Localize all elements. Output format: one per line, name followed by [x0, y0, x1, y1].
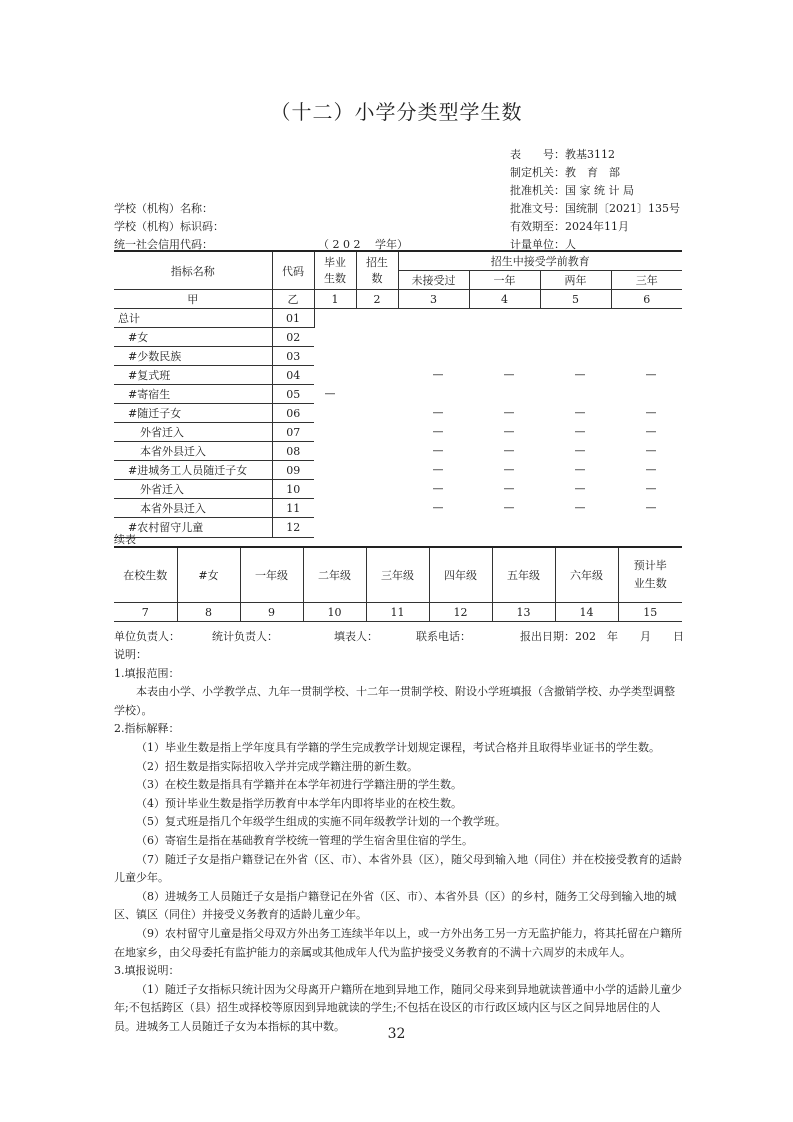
row-code: 08 — [272, 442, 314, 461]
column-number: 12 — [429, 603, 492, 622]
dash: — — [503, 501, 515, 514]
column-number: 7 — [114, 603, 177, 622]
header-grade3: 三年级 — [366, 547, 429, 603]
data-area — [314, 309, 682, 538]
dash: — — [503, 444, 515, 457]
page-number: 32 — [387, 1026, 406, 1042]
dash: — — [645, 406, 657, 419]
definition-item: （5）复式班是指几个年级学生组成的实施不同年级教学计划的一个教学班。 — [136, 815, 506, 829]
row-name: #女 — [114, 328, 272, 347]
notes-heading: 说明： — [114, 648, 147, 661]
dash: — — [645, 463, 657, 476]
unit-head-label: 单位负责人： — [114, 630, 180, 643]
header-preschool-1yr: 一年 — [469, 271, 540, 290]
meta-line: 制定机关：教 育 部 — [510, 166, 620, 179]
header-enrolled: 在校生数 — [114, 547, 177, 603]
filler-label: 填表人： — [334, 630, 378, 643]
section-heading: 1.填报范围： — [114, 666, 180, 680]
dash: — — [432, 482, 444, 495]
row-code: 11 — [272, 499, 314, 518]
header-grade1: 一年级 — [240, 547, 303, 603]
column-label: 3 — [398, 290, 469, 309]
meta-line: 批准机关：国 家 统 计 局 — [510, 184, 634, 197]
header-preschool-2yr: 两年 — [540, 271, 611, 290]
row-name: #复式班 — [114, 366, 272, 385]
header-preschool-none: 未接受过 — [398, 271, 469, 290]
continued-label: 续表 — [114, 533, 136, 546]
column-label: 乙 — [272, 290, 314, 309]
dash: — — [503, 368, 515, 381]
row-name: 本省外县迁入 — [114, 499, 272, 518]
dash: — — [432, 501, 444, 514]
definition-item: （6）寄宿生是指在基础教育学校统一管理的学生宿舍里住宿的学生。 — [136, 833, 473, 847]
section-paragraph: 本表由小学、小学教学点、九年一贯制学校、十二年一贯制学校、附设小学班填报（含撤销学校、办学类型调整学校）。 — [114, 685, 675, 717]
row-code: 10 — [272, 480, 314, 499]
row-code: 05 — [272, 385, 314, 404]
dash: — — [324, 387, 336, 400]
row-name: #进城务工人员随迁子女 — [114, 461, 272, 480]
dash: — — [645, 368, 657, 381]
instruction-item: （1）随迁子女指标只统计因为父母离开户籍所在地到异地工作，随同父母来到异地就读普通中小学的适龄儿童少年;不包括跨区（县）招生或择校等原因到异地就读的学生;不包括在设区的市行政区域内区与区之间异地居住的人员。进城务工人员随迁子女为本指标的其中数。 — [114, 982, 682, 1033]
header-preschool: 招生中接受学前教育 — [398, 251, 682, 271]
definition-item: （2）招生数是指实际招收入学并完成学籍注册的新生数。 — [136, 759, 418, 773]
column-label: 6 — [611, 290, 682, 309]
row-code: 02 — [272, 328, 314, 347]
definition-item: （1）毕业生数是指上学年度具有学籍的学生完成教学计划规定课程，考试合格并且取得毕业证书的学生数。 — [136, 740, 660, 754]
row-code: 03 — [272, 347, 314, 366]
school-year-label: （ 2 0 2 学年） — [318, 238, 408, 251]
meta-line: 批准文号：国统制〔2021〕135号 — [510, 202, 680, 215]
column-label: 5 — [540, 290, 611, 309]
dash: — — [503, 463, 515, 476]
header-code: 代码 — [272, 251, 314, 290]
dash: — — [432, 463, 444, 476]
phone-label: 联系电话： — [416, 630, 471, 643]
header-grade4: 四年级 — [429, 547, 492, 603]
dash: — — [432, 425, 444, 438]
dash: — — [574, 425, 586, 438]
dash: — — [432, 444, 444, 457]
column-number: 11 — [366, 603, 429, 622]
header-expected-graduates: 预计毕 业生数 — [618, 547, 682, 603]
column-label: 2 — [356, 290, 398, 309]
row-code: 12 — [272, 518, 314, 537]
row-name: 外省迁入 — [114, 423, 272, 442]
dash: — — [574, 482, 586, 495]
definition-item: （7）随迁子女是指户籍登记在外省（区、市）、本省外县（区），随父母到输入地（同住）并在校接受教育的适龄儿童少年。 — [114, 852, 682, 885]
meta-line: 表 号：教基3112 — [510, 148, 615, 161]
column-number: 15 — [618, 603, 682, 622]
main-table — [114, 250, 682, 538]
school-id-label: 学校（机构）标识码： — [114, 220, 224, 233]
row-code: 04 — [272, 366, 314, 385]
dash: — — [503, 425, 515, 438]
row-code: 09 — [272, 461, 314, 480]
definition-item: （9）农村留守儿童是指父母双方外出务工连续半年以上，或一方外出务工另一方无监护能力，将其托留在户籍所在地家乡，由父母委托有监护能力的亲属或其他成年人代为监护接受义务教育的不满十六周岁的未成年人。 — [114, 926, 682, 959]
dash: — — [574, 501, 586, 514]
table-row — [114, 309, 682, 328]
row-name: #农村留守儿童 — [114, 518, 272, 537]
dash: — — [432, 368, 444, 381]
definition-item: （8）进城务工人员随迁子女是指户籍登记在外省（区、市）、本省外县（区）的乡村，随务工父母到输入地的城区、镇区（同住）并接受义务教育的适龄儿童少年。 — [114, 889, 677, 922]
column-number: 10 — [303, 603, 366, 622]
report-date-label: 报出日期：202 年 月 日 — [520, 630, 684, 643]
column-label: 4 — [469, 290, 540, 309]
dash: — — [645, 501, 657, 514]
row-name: #少数民族 — [114, 347, 272, 366]
header-preschool-3yr: 三年 — [611, 271, 682, 290]
row-code: 01 — [272, 309, 314, 328]
dash: — — [645, 444, 657, 457]
continued-table — [114, 546, 682, 622]
section-heading: 3.填报说明： — [114, 964, 180, 978]
header-grade6: 六年级 — [555, 547, 618, 603]
definition-item: （3）在校生数是指具有学籍并在本学年初进行学籍注册的学生数。 — [136, 778, 462, 792]
dash: — — [574, 368, 586, 381]
row-name: 本省外县迁入 — [114, 442, 272, 461]
dash: — — [574, 406, 586, 419]
dash: — — [645, 425, 657, 438]
column-label: 1 — [314, 290, 356, 309]
column-number: 14 — [555, 603, 618, 622]
column-number: 13 — [492, 603, 555, 622]
notes-section — [114, 646, 682, 1036]
dash: — — [645, 482, 657, 495]
header-female: #女 — [177, 547, 240, 603]
column-label: 甲 — [114, 290, 272, 309]
meta-line: 计量单位：人 — [510, 238, 576, 251]
dash: — — [432, 406, 444, 419]
dash: — — [503, 406, 515, 419]
column-number: 8 — [177, 603, 240, 622]
meta-line: 有效期至：2024年11月 — [510, 220, 629, 233]
column-number: 9 — [240, 603, 303, 622]
row-name: #寄宿生 — [114, 385, 272, 404]
row-name: #随迁子女 — [114, 404, 272, 423]
dash: — — [503, 482, 515, 495]
row-name: 总计 — [114, 309, 272, 328]
section-heading: 2.指标解释： — [114, 722, 180, 736]
header-grade2: 二年级 — [303, 547, 366, 603]
header-indicator-name: 指标名称 — [114, 251, 272, 290]
dash: — — [574, 463, 586, 476]
header-graduates: 毕业 生数 — [314, 251, 356, 290]
stat-head-label: 统计负责人： — [212, 630, 278, 643]
header-enrollment: 招生 数 — [356, 251, 398, 290]
definition-item: （4）预计毕业生数是指学历教育中本学年内即将毕业的在校生数。 — [136, 796, 462, 810]
column-label-row — [114, 290, 682, 309]
dash: — — [574, 444, 586, 457]
header-grade5: 五年级 — [492, 547, 555, 603]
row-name: 外省迁入 — [114, 480, 272, 499]
row-code: 06 — [272, 404, 314, 423]
credit-code-label: 统一社会信用代码： — [114, 238, 213, 251]
page-title: （十二）小学分类型学生数 — [270, 100, 523, 124]
row-code: 07 — [272, 423, 314, 442]
school-name-label: 学校（机构）名称： — [114, 202, 213, 215]
